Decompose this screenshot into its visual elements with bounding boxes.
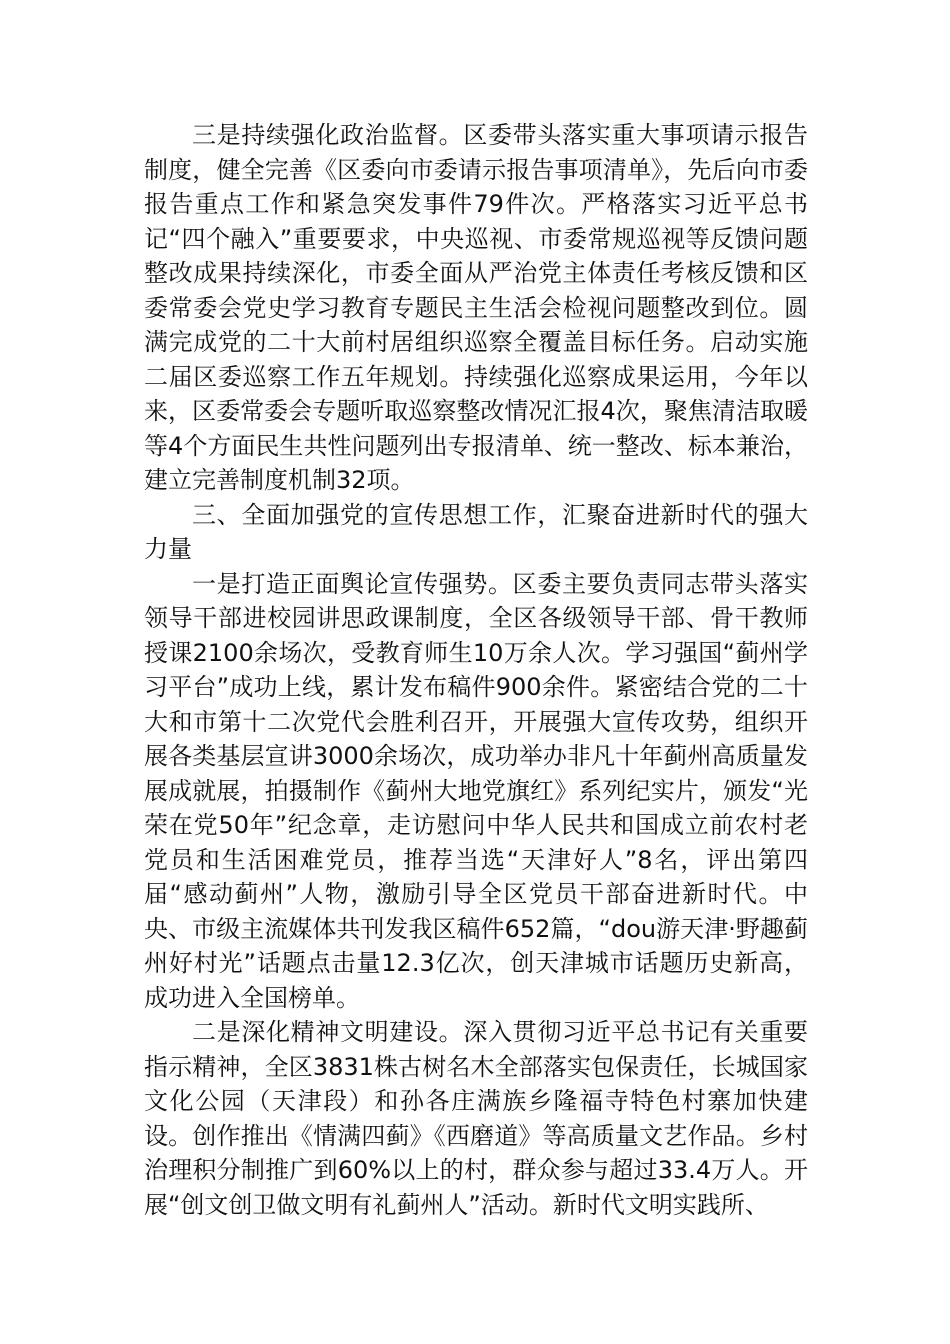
paragraph-political-supervision: 三是持续强化政治监督。区委带头落实重大事项请示报告制度，健全完善《区委向市委请示报告事项清单》，先后向市委报告重点工作和紧急突发事件79件次。严格落实习近平总书记“四个融入”重要要求，中央巡视、市委常规巡视等反馈问题整改成果持续深化，市委全面从严治党主体责任考核反馈和区委常委会党史学习教育专题民主生活会检视问题整改到位。圆满完成党的二十大前村居组织巡察全覆盖目标任务。启动实施二届区委巡察工作五年规划。持续强化巡察成果运用，今年以来，区委常委会专题听取巡察整改情况汇报4次，聚焦清洁取暖等4个方面民生共性问题列出专报清单、统一整改、标本兼治，建立完善制度机制32项。 — [144, 121, 808, 494]
paragraph-public-opinion: 一是打造正面舆论宣传强势。区委主要负责同志带头落实领导干部进校园讲思政课制度，全区各级领导干部、骨干教师授课2100余场次，受教育师生10万余人次。学习强国“蓟州学习平台”成功上线，累计发布稿件900余件。紧密结合党的二十大和市第十二次党代会胜利召开，开展强大宣传攻势，组织开展各类基层宣讲3000余场次，成功举办非凡十年蓟州高质量发展成就展，拍摄制作《蓟州大地党旗红》系列纪实片，颁发“光荣在党50年”纪念章，走访慰问中华人民共和国成立前农村老党员和生活困难党员，推荐当选“天津好人”8名，评出第四届“感动蓟州”人物，激励引导全区党员干部奋进新时代。中央、市级主流媒体共刊发我区稿件652篇，“dou游天津·野趣蓟州好村光”话题点击量12.3亿次，创天津城市话题历史新高，成功进入全国榜单。 — [144, 569, 808, 1012]
document-page — [144, 118, 808, 1222]
paragraph-spiritual-civilization: 二是深化精神文明建设。深入贯彻习近平总书记有关重要指示精神，全区3831株古树名木全部落实包保责任，长城国家文化公园（天津段）和孙各庄满族乡隆福寺特色村寨加快建设。创作推出《情满四蓟》《西磨道》等高质量文艺作品。乡村治理积分制推广到60%以上的村，群众参与超过33.4万人。开展“创文创卫做文明有礼蓟州人”活动。新时代文明实践所、 — [144, 1018, 808, 1219]
section-heading-propaganda: 三、全面加强党的宣传思想工作，汇聚奋进新时代的强大力量 — [144, 500, 808, 563]
